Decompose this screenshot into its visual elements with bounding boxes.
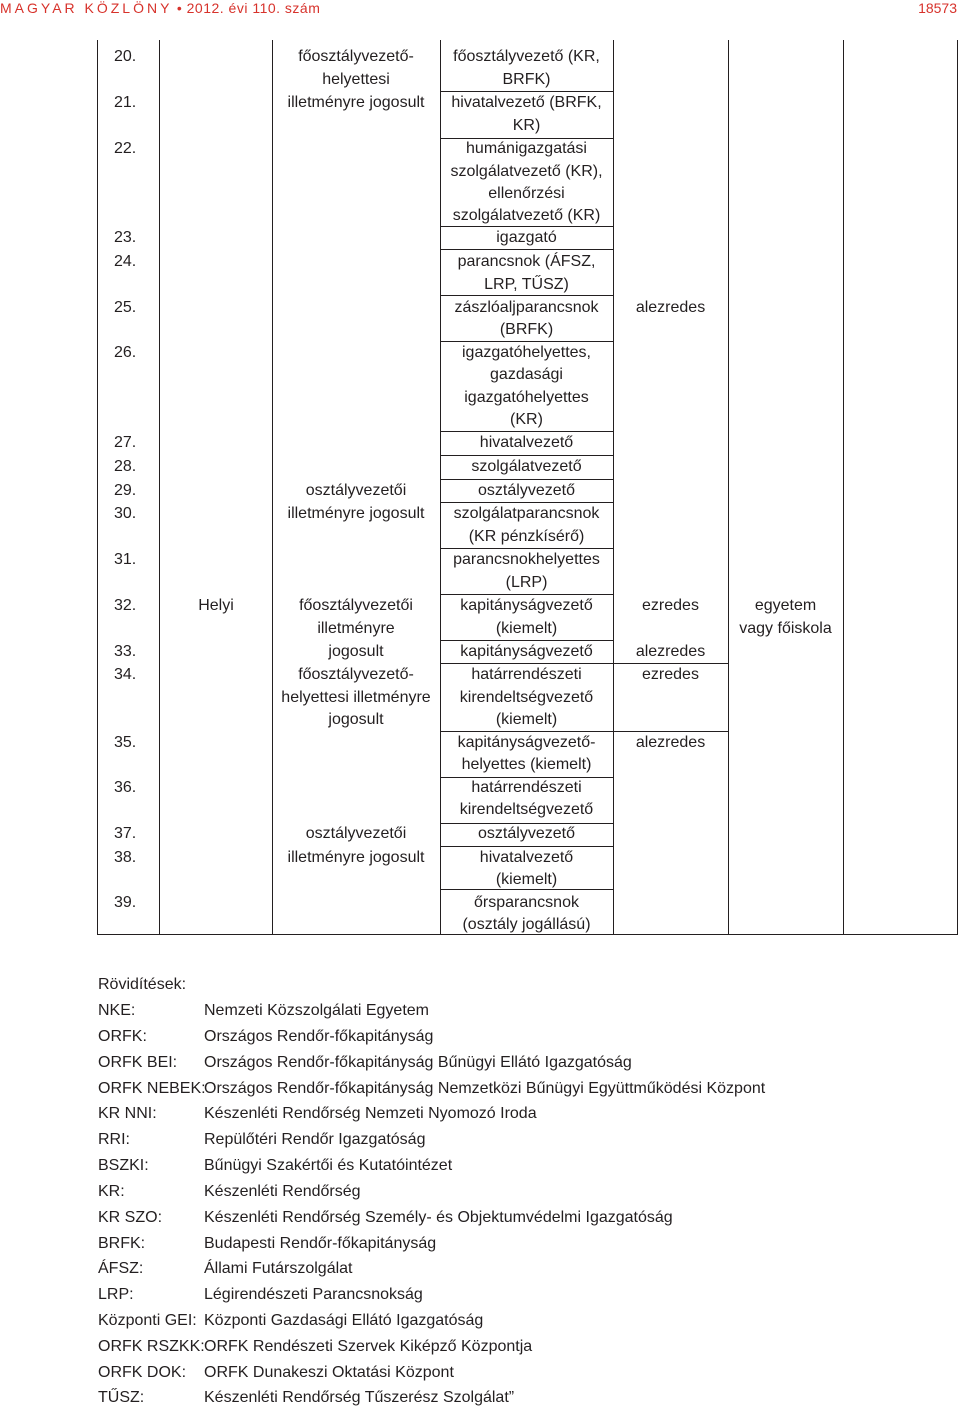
position-text: hivatalvezető	[479, 849, 574, 866]
position-text: helyettes (kiemelt)	[461, 756, 592, 773]
abbreviation-item	[98, 1103, 898, 1125]
pay-group-text: főosztályvezetői	[299, 597, 413, 614]
position-text: szolgálatparancsnok	[453, 505, 600, 522]
abbreviation-item	[98, 1258, 898, 1280]
abbreviation-key: ORFK NEBEK:	[98, 1080, 206, 1097]
position-text: szolgálatvezető (KR)	[452, 207, 601, 224]
row-number: 32.	[114, 597, 137, 614]
pay-group-text: jogosult	[328, 643, 384, 660]
abbreviation-value: Országos Rendőr-főkapitányság	[204, 1028, 434, 1045]
position-text: hivatalvezető	[479, 434, 574, 451]
col-line	[728, 40, 729, 935]
position-text: parancsnokhelyettes	[453, 551, 600, 568]
rank-text: ezredes	[642, 597, 699, 614]
row-number: 25.	[114, 299, 137, 316]
position-text: osztályvezető	[478, 482, 575, 499]
abbreviation-key: BRFK:	[98, 1235, 146, 1252]
position-text: (LRP)	[505, 574, 548, 591]
position-text: igazgatóhelyettes	[464, 389, 589, 406]
abbreviation-item	[98, 1336, 898, 1358]
abbreviation-value: Országos Rendőr-főkapitányság Nemzetközi Bűnügyi Együttműködési Központ	[204, 1080, 766, 1097]
abbreviation-key: Központi GEI:	[98, 1312, 197, 1329]
row-line	[440, 249, 614, 250]
row-number: 23.	[114, 229, 137, 246]
col-line	[843, 40, 844, 935]
abbreviation-item	[98, 1362, 898, 1384]
position-text: osztályvezető	[478, 825, 575, 842]
position-text: (KR)	[510, 411, 543, 428]
abbreviation-value: ORFK Dunakeszi Oktatási Központ	[204, 1364, 454, 1381]
abbreviation-value: Készenléti Rendőrség	[204, 1183, 361, 1200]
rank-text: alezredes	[635, 299, 706, 316]
abbreviation-value: Nemzeti Közszolgálati Egyetem	[204, 1002, 429, 1019]
abbreviation-value: Repülőtéri Rendőr Igazgatóság	[204, 1131, 426, 1148]
row-number: 27.	[114, 434, 137, 451]
abbreviation-value: Készenléti Rendőrség Nemzeti Nyomozó Iroda	[204, 1105, 537, 1122]
pay-group-text: illetményre jogosult	[287, 94, 425, 111]
position-text: szolgálatvezető	[471, 458, 582, 475]
position-text: (kiemelt)	[495, 620, 558, 637]
row-number: 38.	[114, 849, 137, 866]
position-text: határrendészeti	[471, 666, 582, 683]
abbreviation-value: Országos Rendőr-főkapitányság Bűnügyi Ellátó Igazgatóság	[204, 1054, 632, 1071]
position-text: kirendeltségvezető	[459, 689, 594, 706]
position-text: határrendészeti	[471, 779, 582, 796]
abbreviation-key: RRI:	[98, 1131, 130, 1148]
pay-group-text: jogosult	[328, 711, 384, 728]
position-text: őrsparancsnok	[474, 894, 579, 911]
row-number: 35.	[114, 734, 137, 751]
position-text: kirendeltségvezető	[459, 801, 594, 818]
position-text: (kiemelt)	[495, 871, 558, 888]
pay-group-text: helyettesi illetményre	[281, 689, 431, 706]
row-number: 21.	[114, 94, 137, 111]
col-line	[159, 40, 160, 935]
position-text: humánigazgatási	[466, 140, 587, 157]
rank-text: alezredes	[635, 734, 706, 751]
row-number: 24.	[114, 253, 137, 270]
position-text: igazgatóhelyettes,	[462, 344, 591, 361]
col-line	[613, 40, 614, 935]
position-text: kapitányságvezető	[460, 643, 593, 660]
rank-text: alezredes	[635, 643, 706, 660]
position-text: (BRFK)	[499, 321, 554, 338]
abbreviation-key: KR NNI:	[98, 1105, 157, 1122]
abbreviation-key: ORFK DOK:	[98, 1364, 187, 1381]
pay-group-text: főosztályvezető-	[298, 666, 414, 683]
position-text: (osztály jogállású)	[462, 916, 591, 933]
position-text: (KR pénzkísérő)	[468, 528, 585, 545]
position-text: ellenőrzési	[488, 185, 565, 202]
abbreviation-key: LRP:	[98, 1286, 134, 1303]
abbreviation-value: Központi Gazdasági Ellátó Igazgatóság	[204, 1312, 484, 1329]
pay-group-text: illetményre	[317, 620, 395, 637]
abbreviation-key: KR SZO:	[98, 1209, 163, 1226]
table-border-left	[97, 40, 98, 935]
abbreviation-value: Állami Futárszolgálat	[204, 1260, 353, 1277]
abbreviation-key: ORFK:	[98, 1028, 147, 1045]
position-text: zászlóaljparancsnok	[454, 299, 599, 316]
abbreviation-item	[98, 1310, 898, 1332]
row-number: 33.	[114, 643, 137, 660]
pay-group-text: főosztályvezető-	[298, 48, 414, 65]
education-text: vagy főiskola	[739, 620, 832, 637]
row-number: 39.	[114, 894, 137, 911]
table-border-right	[957, 40, 958, 935]
row-number: 36.	[114, 779, 137, 796]
publication-title: MAGYAR KÖZLÖNY	[0, 0, 173, 16]
abbreviation-key: ORFK BEI:	[98, 1054, 178, 1071]
pay-group-text: osztályvezetői	[305, 482, 407, 499]
position-text: LRP, TŰSZ)	[484, 276, 569, 293]
abbreviation-item	[98, 1207, 898, 1229]
position-text: parancsnok (ÁFSZ,	[457, 253, 596, 270]
abbreviation-key: ÁFSZ:	[98, 1260, 144, 1277]
position-text: főosztályvezető (KR,	[453, 48, 600, 65]
position-text: kapitányságvezető-	[457, 734, 596, 751]
header-bullet: •	[176, 0, 183, 16]
issue-label: 2012. évi 110. szám	[186, 0, 321, 16]
abbreviations-title: Rövidítések:	[98, 976, 187, 993]
abbreviation-item	[98, 1026, 898, 1048]
rank-text: ezredes	[642, 666, 699, 683]
row-number: 34.	[114, 666, 137, 683]
abbreviation-key: NKE:	[98, 1002, 136, 1019]
position-text: kapitányságvezető	[460, 597, 593, 614]
row-number: 20.	[114, 48, 137, 65]
pay-group-text: illetményre jogosult	[287, 849, 425, 866]
abbreviation-value: Bűnügyi Szakértői és Kutatóintézet	[204, 1157, 453, 1174]
abbreviation-value: Készenléti Rendőrség Személy- és Objektumvédelmi Igazgatóság	[204, 1209, 673, 1226]
abbreviation-value: ORFK Rendészeti Szervek Kiképző Központja	[204, 1338, 533, 1355]
abbreviation-key: BSZKI:	[98, 1157, 149, 1174]
abbreviation-key: ORFK RSZKK:	[98, 1338, 205, 1355]
pay-group-text: helyettesi	[322, 71, 390, 88]
row-number: 30.	[114, 505, 137, 522]
row-number: 37.	[114, 825, 137, 842]
education-text: egyetem	[754, 597, 817, 614]
abbreviation-item	[98, 1155, 898, 1177]
abbreviation-value: Készenléti Rendőrség Tűszerész Szolgálat”	[204, 1389, 515, 1406]
row-number: 28.	[114, 458, 137, 475]
abbreviation-item	[98, 1233, 898, 1255]
position-text: KR)	[512, 117, 541, 134]
row-number: 31.	[114, 551, 137, 568]
abbreviation-value: Légirendészeti Parancsnokság	[204, 1286, 423, 1303]
abbreviation-key: KR:	[98, 1183, 125, 1200]
row-number: 29.	[114, 482, 137, 499]
pay-group-text: osztályvezetői	[305, 825, 407, 842]
page-number: 18573	[918, 0, 957, 16]
position-text: szolgálatvezető (KR),	[450, 163, 603, 180]
position-text: gazdasági	[490, 366, 563, 383]
pay-group-text: illetményre jogosult	[287, 505, 425, 522]
position-text: (kiemelt)	[495, 711, 558, 728]
abbreviation-item	[98, 1052, 898, 1074]
position-text: igazgató	[496, 229, 557, 246]
abbreviation-value: Budapesti Rendőr-főkapitányság	[204, 1235, 437, 1252]
abbreviation-item	[98, 1387, 898, 1409]
row-number: 26.	[114, 344, 137, 361]
abbreviation-item	[98, 1181, 898, 1203]
abbreviation-item	[98, 1284, 898, 1306]
abbreviation-item	[98, 1000, 898, 1022]
abbreviation-key: TŰSZ:	[98, 1389, 145, 1406]
abbreviation-item	[98, 1078, 898, 1100]
level-helyi: Helyi	[198, 597, 234, 614]
row-number: 22.	[114, 140, 137, 157]
position-text: BRFK)	[502, 71, 551, 88]
position-text: hivatalvezető (BRFK,	[451, 94, 602, 111]
abbreviation-item	[98, 1129, 898, 1151]
